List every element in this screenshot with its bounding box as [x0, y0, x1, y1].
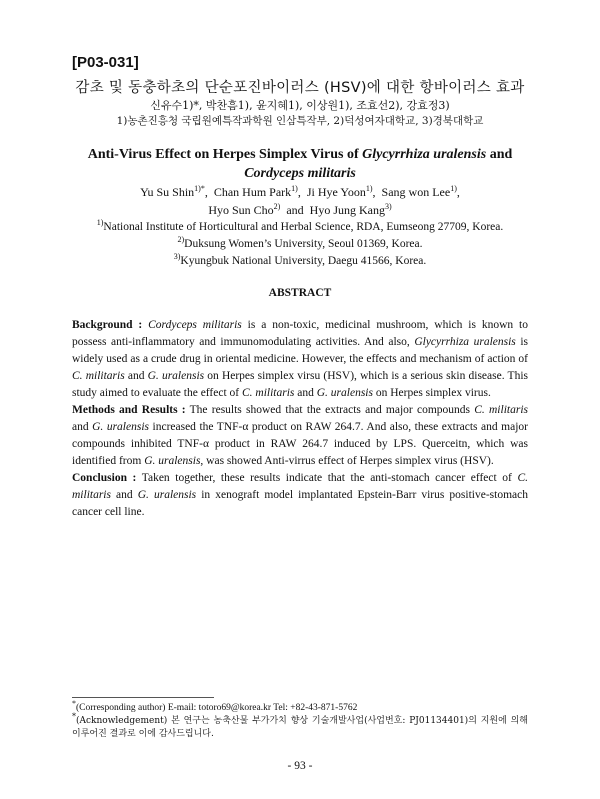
acknowledgement-footnote: *(Acknowledgement) 본 연구는 농축산물 부가가치 향상 기술개발사업(사업번호: PJ01134401)의 지원에 의해 이루어진 결과로 이에 감사드립니다.: [72, 712, 528, 739]
corresponding-author-footnote: *(Corresponding author) E-mail: totoro69@korea.kr Tel: +82-43-871-5762: [72, 698, 358, 713]
footnote-divider: [72, 697, 214, 698]
english-title-line1: Anti-Virus Effect on Herpes Simplex Virus of Glycyrrhiza uralensis and: [87, 147, 513, 162]
paper-code: [P03-031]: [72, 54, 139, 71]
affiliation-2: $^{2)}$Duksung Women’s University, Seoul 01369, Korea.: [177, 235, 423, 250]
english-authors-line2: Hyo Sun Cho$^{2)}$ and Hyo Jung Kang$^{3)}$: [208, 202, 392, 217]
korean-authors: 신유수1)*, 박찬흠1), 윤지혜1), 이상원1), 조효선2), 강효정3): [150, 99, 450, 112]
conclusion-paragraph: Conclusion : Taken together, these results indicate that the anti-stomach cancer effect of C. militaris and G. uralensis in xenograft model implantated Epstein-Barr virus positive-stomach cancer cell line.: [72, 472, 528, 518]
page-number: - 93 -: [287, 760, 313, 772]
abstract-body: [72, 317, 528, 521]
english-title-line2: Cordyceps militaris: [244, 166, 356, 181]
background-paragraph: Background : Cordyceps militaris is a non-toxic, medicinal mushroom, which is known to possess anti-inflammatory and immunomodulating activities. And also, Glycyrrhiza uralensis is widely used as a crude drug in oriental medicine. However, the effects and mechanism of action of C. militaris and G. uralensis on Herpes simplex virsu (HSV), which is a serious skin disease. This study aimed to evaluate the effect of C. militaris and G. uralensis on Herpes simplex virus.: [72, 319, 528, 399]
korean-title: 감초 및 동충하초의 단순포진바이러스 (HSV)에 대한 항바이러스 효과: [75, 80, 525, 96]
methods-results-paragraph: Methods and Results : The results showed that the extracts and major compounds C. militaris and G. uralensis increased the TNF-α product on RAW 264.7. And also, these extracts and major compounds inhibited TNF-α product in RAW 264.7 induced by LPS. Querceitn, which was identified from G. uralensis, was showed Anti-virrus effect of Herpes simplex virus (HSV).: [72, 404, 528, 467]
footnotes: [72, 698, 528, 741]
affiliation-3: $^{3)}$Kyungbuk National University, Daegu 41566, Korea.: [173, 252, 427, 267]
affiliation-1: $^{1)}$National Institute of Horticultural and Herbal Science, RDA, Eumseong 27709, Korea.: [96, 218, 504, 233]
abstract-heading: ABSTRACT: [268, 287, 332, 299]
english-authors-line1: Yu Su Shin$^{1)*}$, Chan Hum Park$^{1)}$, Ji Hye Yoon$^{1)}$, Sang won Lee$^{1)}$,: [140, 184, 460, 199]
korean-affiliations: 1)농촌진흥청 국립원예특작과학원 인삼특작부, 2)덕성여자대학교, 3)경북대학교: [116, 115, 484, 127]
